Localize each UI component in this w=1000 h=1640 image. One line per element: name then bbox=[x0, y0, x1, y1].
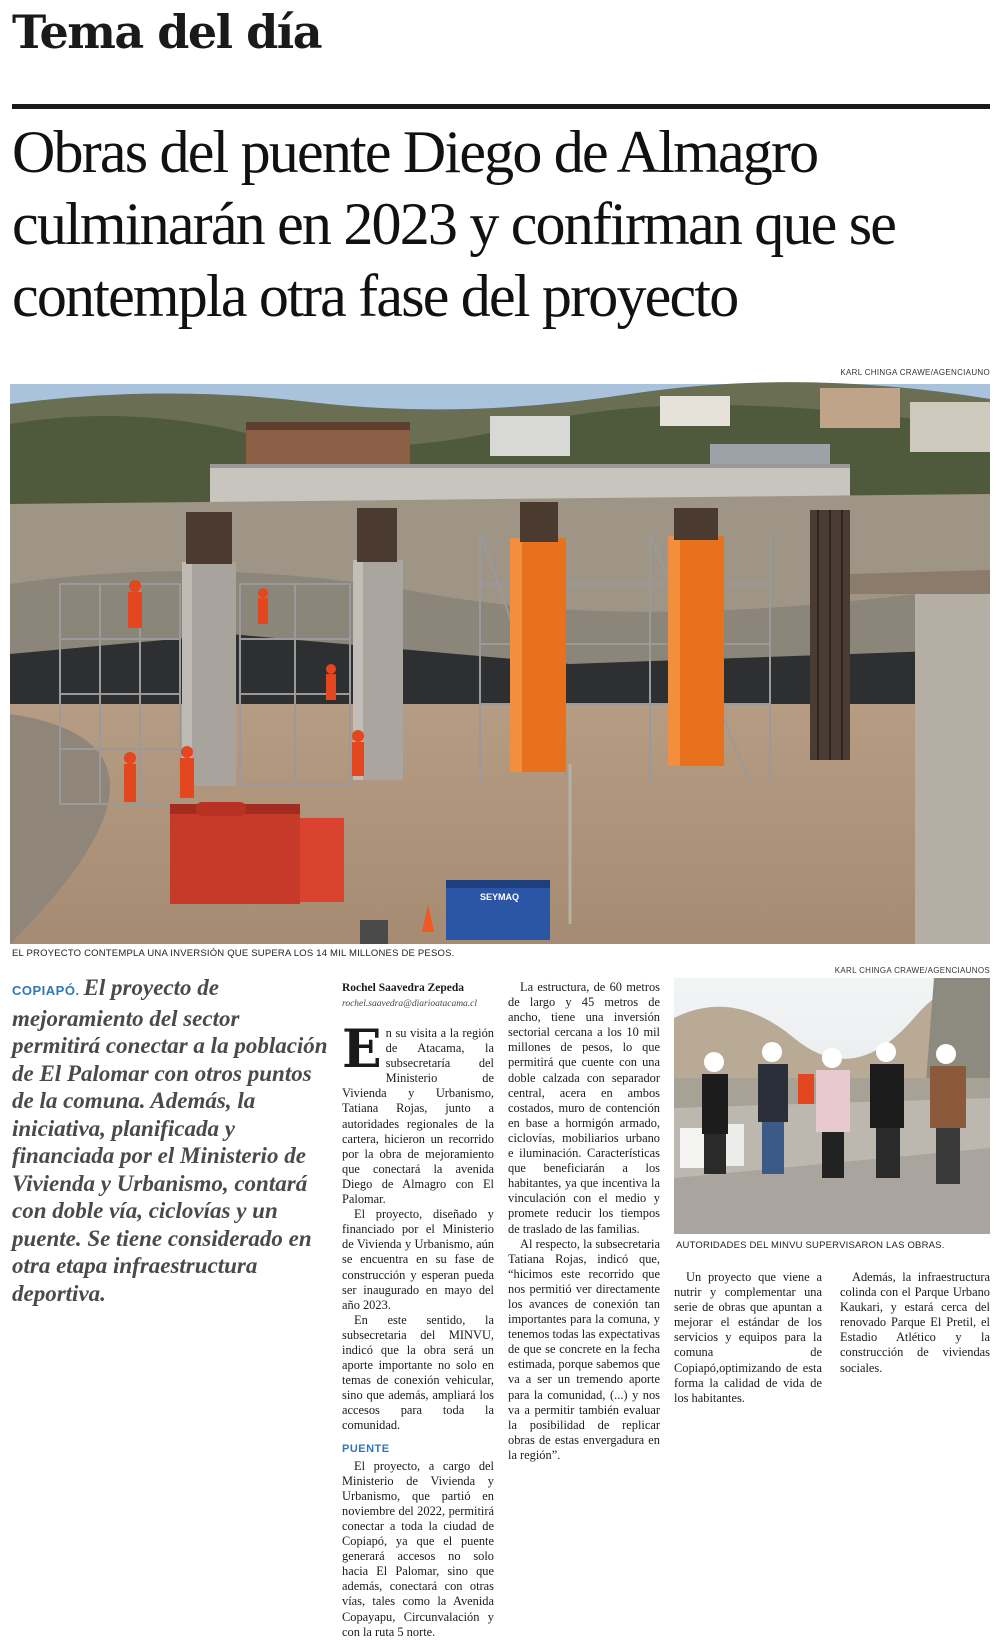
section-divider bbox=[12, 104, 990, 109]
photo-caption-second: AUTORIDADES DEL MINVU SUPERVISARON LAS OBRAS. bbox=[676, 1240, 945, 1251]
byline-author: Rochel Saavedra Zepeda bbox=[342, 982, 465, 994]
body-paragraph: El proyecto, a cargo del Ministerio de Vivienda y Urbanismo, que partió en noviembre del 2022, permitirá conectar a toda la ciudad de Copiapó, ya que el puente generará accesos no solo hacia El Palomar, sino que además, conectará con otras vías, tales como la Avenida Copayapu, Circunvalación y con la ruta 5 norte. bbox=[342, 1458, 494, 1639]
photo-caption-main: EL PROYECTO CONTEMPLA UNA INVERSIÓN QUE SUPERA LOS 14 MIL MILLONES DE PESOS. bbox=[12, 948, 455, 959]
byline-email[interactable]: rochel.saavedra@diarioatacama.cl bbox=[342, 999, 478, 1009]
headline: Obras del puente Diego de Almagro culminarán en 2023 y confirman que se contempla otra fase del proyecto bbox=[12, 119, 896, 329]
body-column-3 bbox=[674, 1270, 822, 1456]
generator-label: SEYMAQ bbox=[480, 892, 520, 902]
lead-text: El proyecto de mejoramiento del sector permitirá conectar a la población de El Palomar con otros puntos de la comuna. Además, la iniciativa, planificada y financiada por el Ministerio de Vivienda y Urbanismo, contará con doble vía, ciclovías y un puente. Se tiene considerado en otra etapa infraestructura deportiva. bbox=[12, 975, 328, 1306]
body-column-4 bbox=[840, 1270, 990, 1456]
body-paragraph: Al respecto, la subsecretaria Tatiana Rojas, indicó que, “hicimos este recorrido que nos permitió ver directamente los avances de conexión tan importantes para la comuna, y tenemos todas las expectativas de que se concrete en la fecha estimada, porque sabemos que va a ser un tremendo aporte para la comunidad, (...) y nos va a permitir también evaluar la posibilidad de replicar obras de estas envergadura en la región”. bbox=[508, 1236, 660, 1462]
main-photo bbox=[10, 384, 990, 944]
body-paragraph: La estructura, de 60 metros de largo y 45 metros de ancho, tiene una inversión sectorial cercana a los 10 mil millones de pesos, lo que permitirá que cuente con una doble calzada con separador central, acera en ambos costados, muro de contención en base a hormigón armado, ciclovías, mobiliarios urbano e iluminación. Características que beneficiarán a los habitantes, ya que incentiva la vinculación con el medio y promete reducir los tiempos de traslado de las familias. bbox=[508, 980, 660, 1236]
photo-credit-second: KARL CHINGA CRAWE/AGENCIAUNOS bbox=[834, 966, 990, 975]
article-lead bbox=[12, 974, 330, 1307]
body-paragraph: n su visita a la región de Atacama, la subsecretaría del Ministerio de Vivienda y Urbanismo, Tatiana Rojas, junto a autoridades regionales de la cartera, hicieron un recorrido por la obra de mejoramiento que conectará la avenida Diego de Almagro con El Palomar. bbox=[342, 1026, 494, 1207]
section-title: Tema del día bbox=[12, 5, 322, 59]
subhead-puente: PUENTE bbox=[342, 1442, 390, 1455]
body-paragraph: En este sentido, la subsecretaria del MINVU, indicó que la obra será un aporte importante no solo en temas de conexión vehicular, sino que además, ampliará los accesos para toda la comunidad. bbox=[342, 1312, 494, 1433]
photo-credit-main: KARL CHINGA CRAWE/AGENCIAUNO bbox=[840, 368, 990, 377]
dropcap: E bbox=[342, 1019, 382, 1080]
body-paragraph: Además, la infraestructura colinda con el Parque Urbano Kaukari, y estará cerca del renovado Parque El Pretil, el Estadio Atlético y la construcción de viviendas sociales. bbox=[840, 1270, 990, 1375]
body-paragraph: El proyecto, diseñado y financiado por el Ministerio de Vivienda y Urbanismo, aún se encuentra en su fase de construcción y esperan pueda ser inaugurado en mayo del año 2023. bbox=[342, 1207, 494, 1312]
body-paragraph: Un proyecto que viene a nutrir y complementar una serie de obras que apuntan a mejorar el estándar de los servicios y equipos para la comuna de Copiapó,optimizando de esta forma la calidad de vida de los habitantes. bbox=[674, 1270, 822, 1405]
body-column-2 bbox=[508, 980, 660, 1462]
second-photo bbox=[674, 978, 990, 1234]
body-column-1 bbox=[342, 1019, 494, 1639]
dateline-city: COPIAPÓ. bbox=[12, 983, 80, 998]
